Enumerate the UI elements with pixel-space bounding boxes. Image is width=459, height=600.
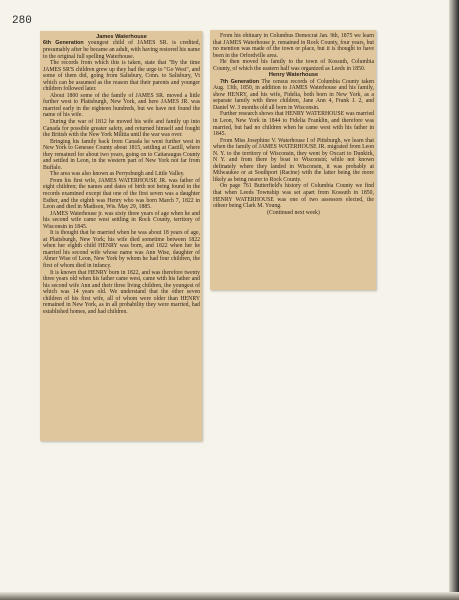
paragraph-text: youngest child of JAMES SR. is credited, presumably after he became an adult, with having restored his name to the original full spelling Waterhouse. xyxy=(43,40,200,60)
newspaper-clipping-james-waterhouse xyxy=(40,31,202,441)
clipping-paragraph: Further research shows that HENRY WATERHOUSE was married in Leon, New York in 1844 to Fidelia Franklin, and therefore was married, but had no children when he came west with his father in 1845. xyxy=(213,111,374,138)
clipping-paragraph: The records from which this is taken, state that "By the time JAMES SR'S children grew up they had the urge to "Go West", and some of them did, going from Salisbury, Conn. to Salisbury, Vt which can be assumed as the reason that their parents and younger children followed later. xyxy=(43,60,200,93)
clipping-paragraph: About 1800 some of the family of JAMES SR. moved a little further west to Plattsburgh, New York, and here JAMES JR. was married early in the eighteen hundreds, but we have not found the name of his wife. xyxy=(43,92,200,119)
clipping-paragraph: Bringing his family back from Canada he went further west in New York to Genesee County about 1815, settling at Castill, where they remained for about two years, going on to Cattaraugus County and settled in Leon, in the western part of New York not far from Buffalo. xyxy=(43,138,200,171)
clipping-paragraph: During the war of 1812 he moved his wife and family up into Canada for possible greater safety, and returned himself and fought the British with the New York Militia until the war was over. xyxy=(43,118,200,139)
clipping-paragraph: He then moved his family to the town of Kossuth, Columbia County, of which the eastern half was organized as Leeds in 1850. xyxy=(213,59,374,72)
clipping-paragraph: The area was also known as Perrysburgh and Little Valley. xyxy=(50,171,185,178)
generation-label: 7th Generation xyxy=(220,78,260,85)
generation-label: 6th Generation xyxy=(43,40,84,47)
clipping-paragraph: It is thought that he married when he was about 18 years of age, at Plattsburgh, New York; his wife died sometime between 1822 when her eighth child HENRY was born, and 1822 when her he married his second wife whose name was Ann Wise, daughter of Abner Wise of Leon, New York by whom he had four children, the first of whom died in infancy. xyxy=(43,230,200,269)
clipping-paragraph: From his obituary in Columbus Democrat Jan. 9th, 1875 we learn that JAMES Waterhouse jr. remained in Rock County, four years, but no mention was made of the town or place, but it is thought to have been in the Orfordville area. xyxy=(213,33,374,59)
clipping-title: James Waterhouse xyxy=(96,34,147,40)
clipping-paragraph: From his first wife, JAMES WATERHOUSE JR. was father of eight children; the names and dates of birth not being found in the records examined except that one of the first seven was a daughter Esther, and the eighth was Henry who was born March 7, 1822 in Leon and died in Madison, Wis. May 29, 1885. xyxy=(43,177,200,211)
newspaper-clipping-henry-waterhouse xyxy=(210,30,376,290)
page-bottom-edge xyxy=(0,592,459,600)
binding-shadow xyxy=(449,0,459,600)
clipping-paragraph: From Miss Josephine V. Waterhouse I of Pittsburgh, we learn that when the family of JAMES WATERHOUSE JR. migrated from Leon N. Y. to the territory of Wisconsin, they went by Oxcart to Dunkirk, N Y. and from there by boat to Wisconsin; while not known definately where they landed in Wisconsin, it was probably at Milwaukee or at Southport (Racine) with the latter being the more likely as being nearer to Rock County. xyxy=(213,137,374,183)
clipping-paragraph: JAMES Waterhouse jr. was sixty three years of age when he and his second wife came west settling in Rock County, territory of Wisconsin in 1845. xyxy=(43,210,200,230)
page-number: 280 xyxy=(12,15,32,27)
clipping-paragraph: It is known that HENRY born in 1822, and was therefore twenty three years old when his father came west, came with his father and his second wife Ann and their three living children, the youngest of which was 14 years old. We understand that the other seven children of his first wife, all of whom were older than HENRY remained in New York, as in all probability they were married, had established homes, and had children. xyxy=(43,269,200,315)
clipping-title: Henry Waterhouse xyxy=(268,72,319,79)
paragraph-text: The census records of Columbia County taken Aug. 13th, 1850, in addition to JAMES Waterhouse and his family, show HENRY, and his wife, Fidelia, both born in New York, as a separate family with three children, Jane Ann 4, Frank J. 2, and Daniel W. 3 months old all born in Wisconsin. xyxy=(213,78,374,111)
clipping-paragraph xyxy=(213,79,374,112)
continued-notice: (Continued next week) xyxy=(267,209,320,216)
clipping-paragraph xyxy=(43,40,200,60)
clipping-paragraph: On page 761 Butterfield's history of Columbia County we find that when Leeds Township was set apart from Kossuth in 1850, HENRY WATERHOUSE was one of two assessors elected, the otheer being Clark M. Young. xyxy=(213,183,374,210)
